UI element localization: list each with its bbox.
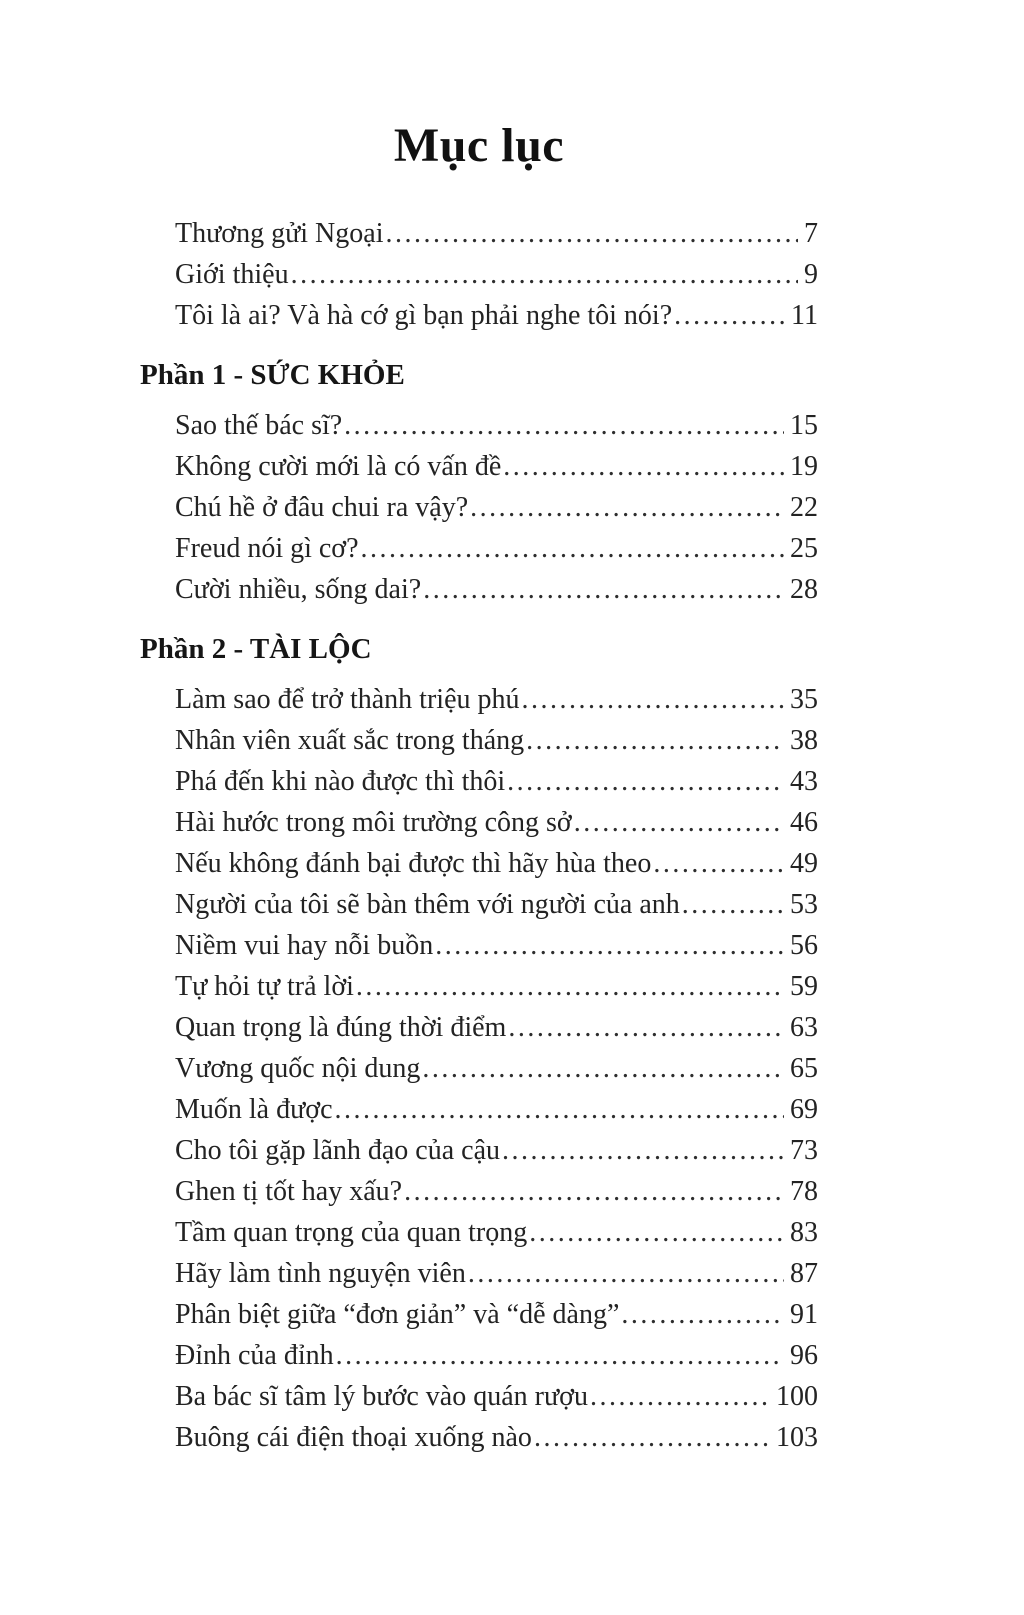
- toc-entry-page: 28: [790, 574, 818, 605]
- toc-entry-leader: [385, 213, 798, 254]
- toc-entry: [140, 884, 818, 925]
- toc-entry-leader: [507, 761, 784, 802]
- toc-entry-page: 11: [791, 300, 818, 331]
- toc-entry-page: 38: [790, 725, 818, 756]
- toc-entry-page: 59: [790, 971, 818, 1002]
- toc-entry-title: Giới thiệu: [175, 259, 289, 290]
- toc-entry-leader: [291, 254, 798, 295]
- toc-entry: [140, 405, 818, 446]
- toc-entry: [140, 487, 818, 528]
- toc-entry: [140, 1294, 818, 1335]
- toc-entry-title: Vương quốc nội dung: [175, 1053, 421, 1084]
- toc-entry-title: Sao thế bác sĩ?: [175, 410, 343, 441]
- toc-entry-leader: [502, 1130, 784, 1171]
- toc-entry-title: Phân biệt giữa “đơn giản” và “dễ dàng”: [175, 1299, 620, 1330]
- toc-entry-title: Cười nhiều, sống dai?: [175, 574, 422, 605]
- toc-entry-title: Phá đến khi nào được thì thôi: [175, 766, 506, 797]
- toc-entry-title: Người của tôi sẽ bàn thêm với người của anh: [175, 889, 680, 920]
- toc-entry-page: 87: [790, 1258, 818, 1289]
- toc-entry: [140, 1212, 818, 1253]
- toc-entry: [140, 1417, 818, 1458]
- toc-entry-page: 25: [790, 533, 818, 564]
- toc-entry-leader: [468, 1253, 784, 1294]
- toc-entry-title: Hài hước trong môi trường công sở: [175, 807, 572, 838]
- toc-entry-title: Nếu không đánh bại được thì hãy hùa theo: [175, 848, 652, 879]
- toc-entry: [140, 446, 818, 487]
- toc-entry-page: 7: [804, 218, 818, 249]
- toc-entry-page: 91: [790, 1299, 818, 1330]
- toc-entry: [140, 1253, 818, 1294]
- toc-entry-title: Tầm quan trọng của quan trọng: [175, 1217, 528, 1248]
- toc-entry-leader: [526, 720, 784, 761]
- toc-entry-leader: [336, 1335, 784, 1376]
- toc-entry-title: Buông cái điện thoại xuống nào: [175, 1422, 532, 1453]
- toc-entry-page: 103: [776, 1422, 818, 1453]
- toc-entry-leader: [356, 966, 784, 1007]
- toc-entry-title: Chú hề ở đâu chui ra vậy?: [175, 492, 469, 523]
- toc-entry: [140, 569, 818, 610]
- toc-entry: [140, 966, 818, 1007]
- toc-entry: [140, 1171, 818, 1212]
- toc-entry-page: 19: [790, 451, 818, 482]
- toc-entry-leader: [423, 569, 784, 610]
- toc-entry-page: 15: [790, 410, 818, 441]
- toc-entry-page: 78: [790, 1176, 818, 1207]
- toc-entry-title: Thương gửi Ngoại: [175, 218, 384, 249]
- toc-entry-page: 69: [790, 1094, 818, 1125]
- toc-entry-title: Không cười mới là có vấn đề: [175, 451, 502, 482]
- toc-entry: [140, 295, 818, 336]
- toc-entry-leader: [529, 1212, 784, 1253]
- toc-entry: [140, 1048, 818, 1089]
- toc-entry: [140, 679, 818, 720]
- toc-entry-leader: [590, 1376, 770, 1417]
- toc-entry-title: Đỉnh của đỉnh: [175, 1340, 334, 1371]
- toc-entry-page: 43: [790, 766, 818, 797]
- toc-entry: [140, 1089, 818, 1130]
- toc-entry-leader: [344, 405, 784, 446]
- toc-body: [140, 213, 818, 1458]
- toc-entry-leader: [574, 802, 784, 843]
- toc-section-heading: Phần 2 - TÀI LỘC: [140, 633, 372, 665]
- toc-entry: [140, 925, 818, 966]
- toc-entry: [140, 843, 818, 884]
- toc-entry-leader: [422, 1048, 784, 1089]
- toc-entry: [140, 213, 818, 254]
- toc-entry-leader: [470, 487, 784, 528]
- toc-entry-page: 73: [790, 1135, 818, 1166]
- toc-entry-leader: [621, 1294, 784, 1335]
- toc-entry-page: 22: [790, 492, 818, 523]
- toc-entry-leader: [361, 528, 784, 569]
- toc-entry-leader: [682, 884, 784, 925]
- toc-entry-leader: [653, 843, 784, 884]
- toc-entry-title: Niềm vui hay nỗi buồn: [175, 930, 434, 961]
- toc-entry: [140, 1335, 818, 1376]
- toc-section-heading: Phần 1 - SỨC KHỎE: [140, 359, 405, 391]
- toc-entry-page: 46: [790, 807, 818, 838]
- toc-entry-leader: [404, 1171, 784, 1212]
- page-title: Mục lục: [393, 119, 565, 172]
- toc-entry-page: 9: [804, 259, 818, 290]
- toc-entry-title: Nhân viên xuất sắc trong tháng: [175, 725, 525, 756]
- toc-entry-title: Freud nói gì cơ?: [175, 533, 359, 564]
- toc-entry-leader: [674, 295, 785, 336]
- toc-entry-title: Hãy làm tình nguyện viên: [175, 1258, 466, 1289]
- toc-entry: [140, 761, 818, 802]
- toc-entry-page: 65: [790, 1053, 818, 1084]
- toc-entry: [140, 254, 818, 295]
- toc-entry-leader: [503, 446, 784, 487]
- toc-entry-leader: [522, 679, 785, 720]
- toc-entry-page: 56: [790, 930, 818, 961]
- toc-entry-title: Muốn là được: [175, 1094, 333, 1125]
- toc-entry-title: Quan trọng là đúng thời điểm: [175, 1012, 507, 1043]
- toc-entry: [140, 1007, 818, 1048]
- toc-entry: [140, 528, 818, 569]
- toc-entry-page: 63: [790, 1012, 818, 1043]
- toc-entry-leader: [508, 1007, 784, 1048]
- toc-entry: [140, 1130, 818, 1171]
- toc-entry-leader: [435, 925, 784, 966]
- toc-entry-page: 49: [790, 848, 818, 879]
- toc-entry-title: Tôi là ai? Và hà cớ gì bạn phải nghe tôi nói?: [175, 300, 673, 331]
- toc-entry: [140, 802, 818, 843]
- toc-entry-leader: [534, 1417, 770, 1458]
- toc-entry-leader: [335, 1089, 784, 1130]
- toc-entry-page: 96: [790, 1340, 818, 1371]
- toc-entry-title: Tự hỏi tự trả lời: [175, 971, 354, 1002]
- toc-entry-page: 53: [790, 889, 818, 920]
- toc-entry-page: 35: [790, 684, 818, 715]
- toc-entry-page: 83: [790, 1217, 818, 1248]
- toc-entry-page: 100: [776, 1381, 818, 1412]
- toc-entry: [140, 720, 818, 761]
- toc-entry-title: Cho tôi gặp lãnh đạo của cậu: [175, 1135, 501, 1166]
- toc-entry-title: Làm sao để trở thành triệu phú: [175, 684, 520, 715]
- toc-entry-title: Ba bác sĩ tâm lý bước vào quán rượu: [175, 1381, 588, 1412]
- toc-entry-title: Ghen tị tốt hay xấu?: [175, 1176, 403, 1207]
- toc-entry: [140, 1376, 818, 1417]
